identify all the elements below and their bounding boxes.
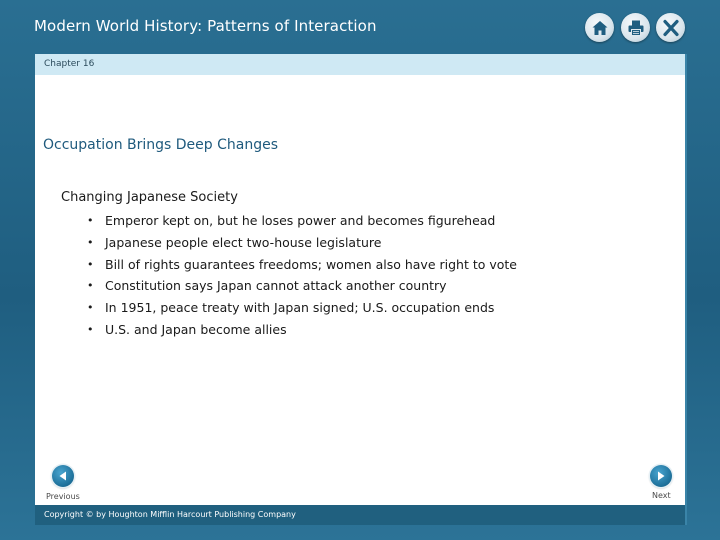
- bullet-list: [87, 210, 517, 341]
- print-icon: [627, 19, 645, 37]
- close-button[interactable]: [656, 13, 685, 42]
- home-icon: [591, 19, 609, 37]
- bullet-item: • U.S. and Japan become allies: [87, 319, 517, 341]
- slide-content: [35, 75, 685, 505]
- next-button[interactable]: [650, 465, 672, 487]
- previous-button[interactable]: [52, 465, 74, 487]
- arrow-right-icon: [655, 470, 667, 482]
- chapter-label: Chapter 16: [44, 59, 95, 69]
- footer-bar: [35, 505, 685, 525]
- print-button[interactable]: [621, 13, 650, 42]
- slide-subheading: Changing Japanese Society: [61, 190, 238, 205]
- home-button[interactable]: [585, 13, 614, 42]
- next-label[interactable]: Next: [652, 491, 671, 500]
- bullet-item: • Constitution says Japan cannot attack another country: [87, 275, 517, 297]
- previous-label[interactable]: Previous: [46, 492, 80, 501]
- bullet-item: • Japanese people elect two-house legislature: [87, 232, 517, 254]
- bullet-item: • Bill of rights guarantees freedoms; women also have right to vote: [87, 254, 517, 276]
- chapter-bar: [35, 54, 685, 75]
- frame-edge: [685, 54, 687, 525]
- copyright-text: Copyright © by Houghton Mifflin Harcourt Publishing Company: [44, 510, 296, 519]
- slide-heading: Occupation Brings Deep Changes: [43, 137, 279, 153]
- bullet-item: • Emperor kept on, but he loses power and becomes figurehead: [87, 210, 517, 232]
- arrow-left-icon: [57, 470, 69, 482]
- close-icon: [662, 19, 680, 37]
- app-title: Modern World History: Patterns of Interaction: [34, 17, 377, 35]
- bullet-item: • In 1951, peace treaty with Japan signed; U.S. occupation ends: [87, 297, 517, 319]
